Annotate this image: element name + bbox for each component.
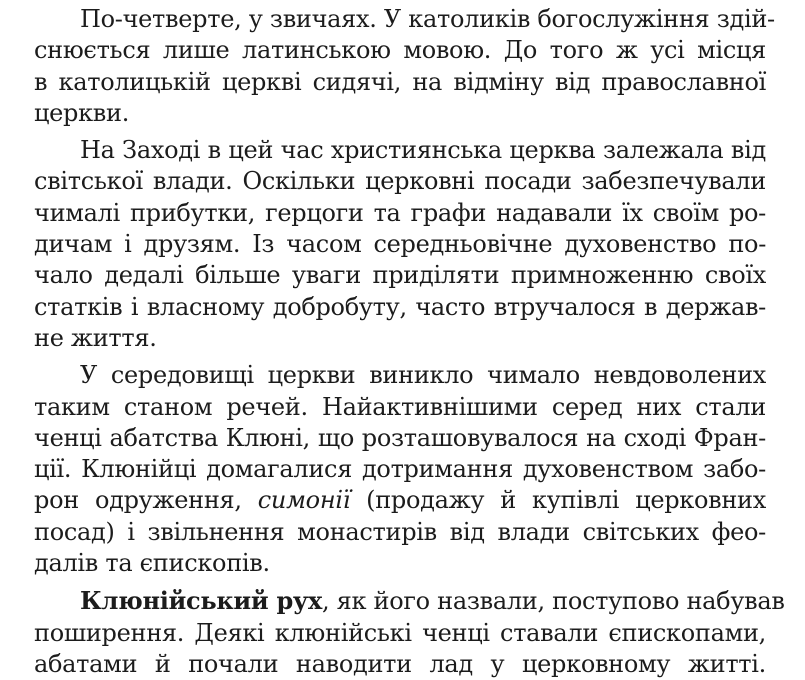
document-page xyxy=(34,4,785,680)
paragraph-4 xyxy=(34,585,785,680)
text-line: По-четверте, у звичаях. У католиків богослужіння здій- xyxy=(80,5,775,33)
text-line: статків і власному добробуту, часто втручалося в держав- xyxy=(34,292,766,321)
paragraph-2 xyxy=(34,135,766,354)
text-line: не життя. xyxy=(34,323,157,352)
text-line-mixed xyxy=(34,585,785,617)
text-line: У середовищі церкви виникло чимало невдоволених xyxy=(80,361,766,390)
text-line: снюється лише латинською мовою. До того ж усі місця xyxy=(34,36,766,65)
text-line: посад) і звільнення монастирів від влади світських фео- xyxy=(34,517,766,546)
bold-term: Клюнійський рух xyxy=(80,586,322,616)
text-line: чало дедалі більше уваги приділяти примноженню своїх xyxy=(34,261,766,290)
text-segment: (продажу й купівлі церковних xyxy=(366,486,766,515)
text-line: дичам і друзям. Із часом середньовічне духовенство по- xyxy=(34,230,766,259)
text-segment: , як його назвали, поступово набував xyxy=(322,587,785,616)
italic-term: симонії xyxy=(257,486,351,515)
text-line: в католицькій церкві сидячі, на відміну від православної xyxy=(34,67,766,96)
text-line: ченці абатства Клюні, що розташовувалося на сході Фран- xyxy=(34,423,766,452)
text-line: далів та єпископів. xyxy=(34,549,270,578)
text-line: поширення. Деякі клюнійські ченці ставали єпископами, xyxy=(34,618,766,647)
text-segment: рон одруження, xyxy=(34,486,242,515)
paragraph-1 xyxy=(34,4,775,129)
text-line: таким станом речей. Найактивнішими серед них стали xyxy=(34,392,766,421)
text-line: На Заході в цей час християнська церква залежала від xyxy=(80,136,766,165)
text-line: світської влади. Оскільки церковні посади забезпечували xyxy=(34,167,766,196)
text-line: церкви. xyxy=(34,98,130,127)
paragraph-3 xyxy=(34,360,766,579)
text-line: чималі прибутки, герцоги та графи надавали їх своїм ро- xyxy=(34,198,766,227)
text-line: ції. Клюнійці домагалися дотримання духовенством забо- xyxy=(34,455,766,484)
text-line: абатами й почали наводити лад у церковному житті. xyxy=(34,649,766,678)
text-line-mixed xyxy=(34,485,766,516)
